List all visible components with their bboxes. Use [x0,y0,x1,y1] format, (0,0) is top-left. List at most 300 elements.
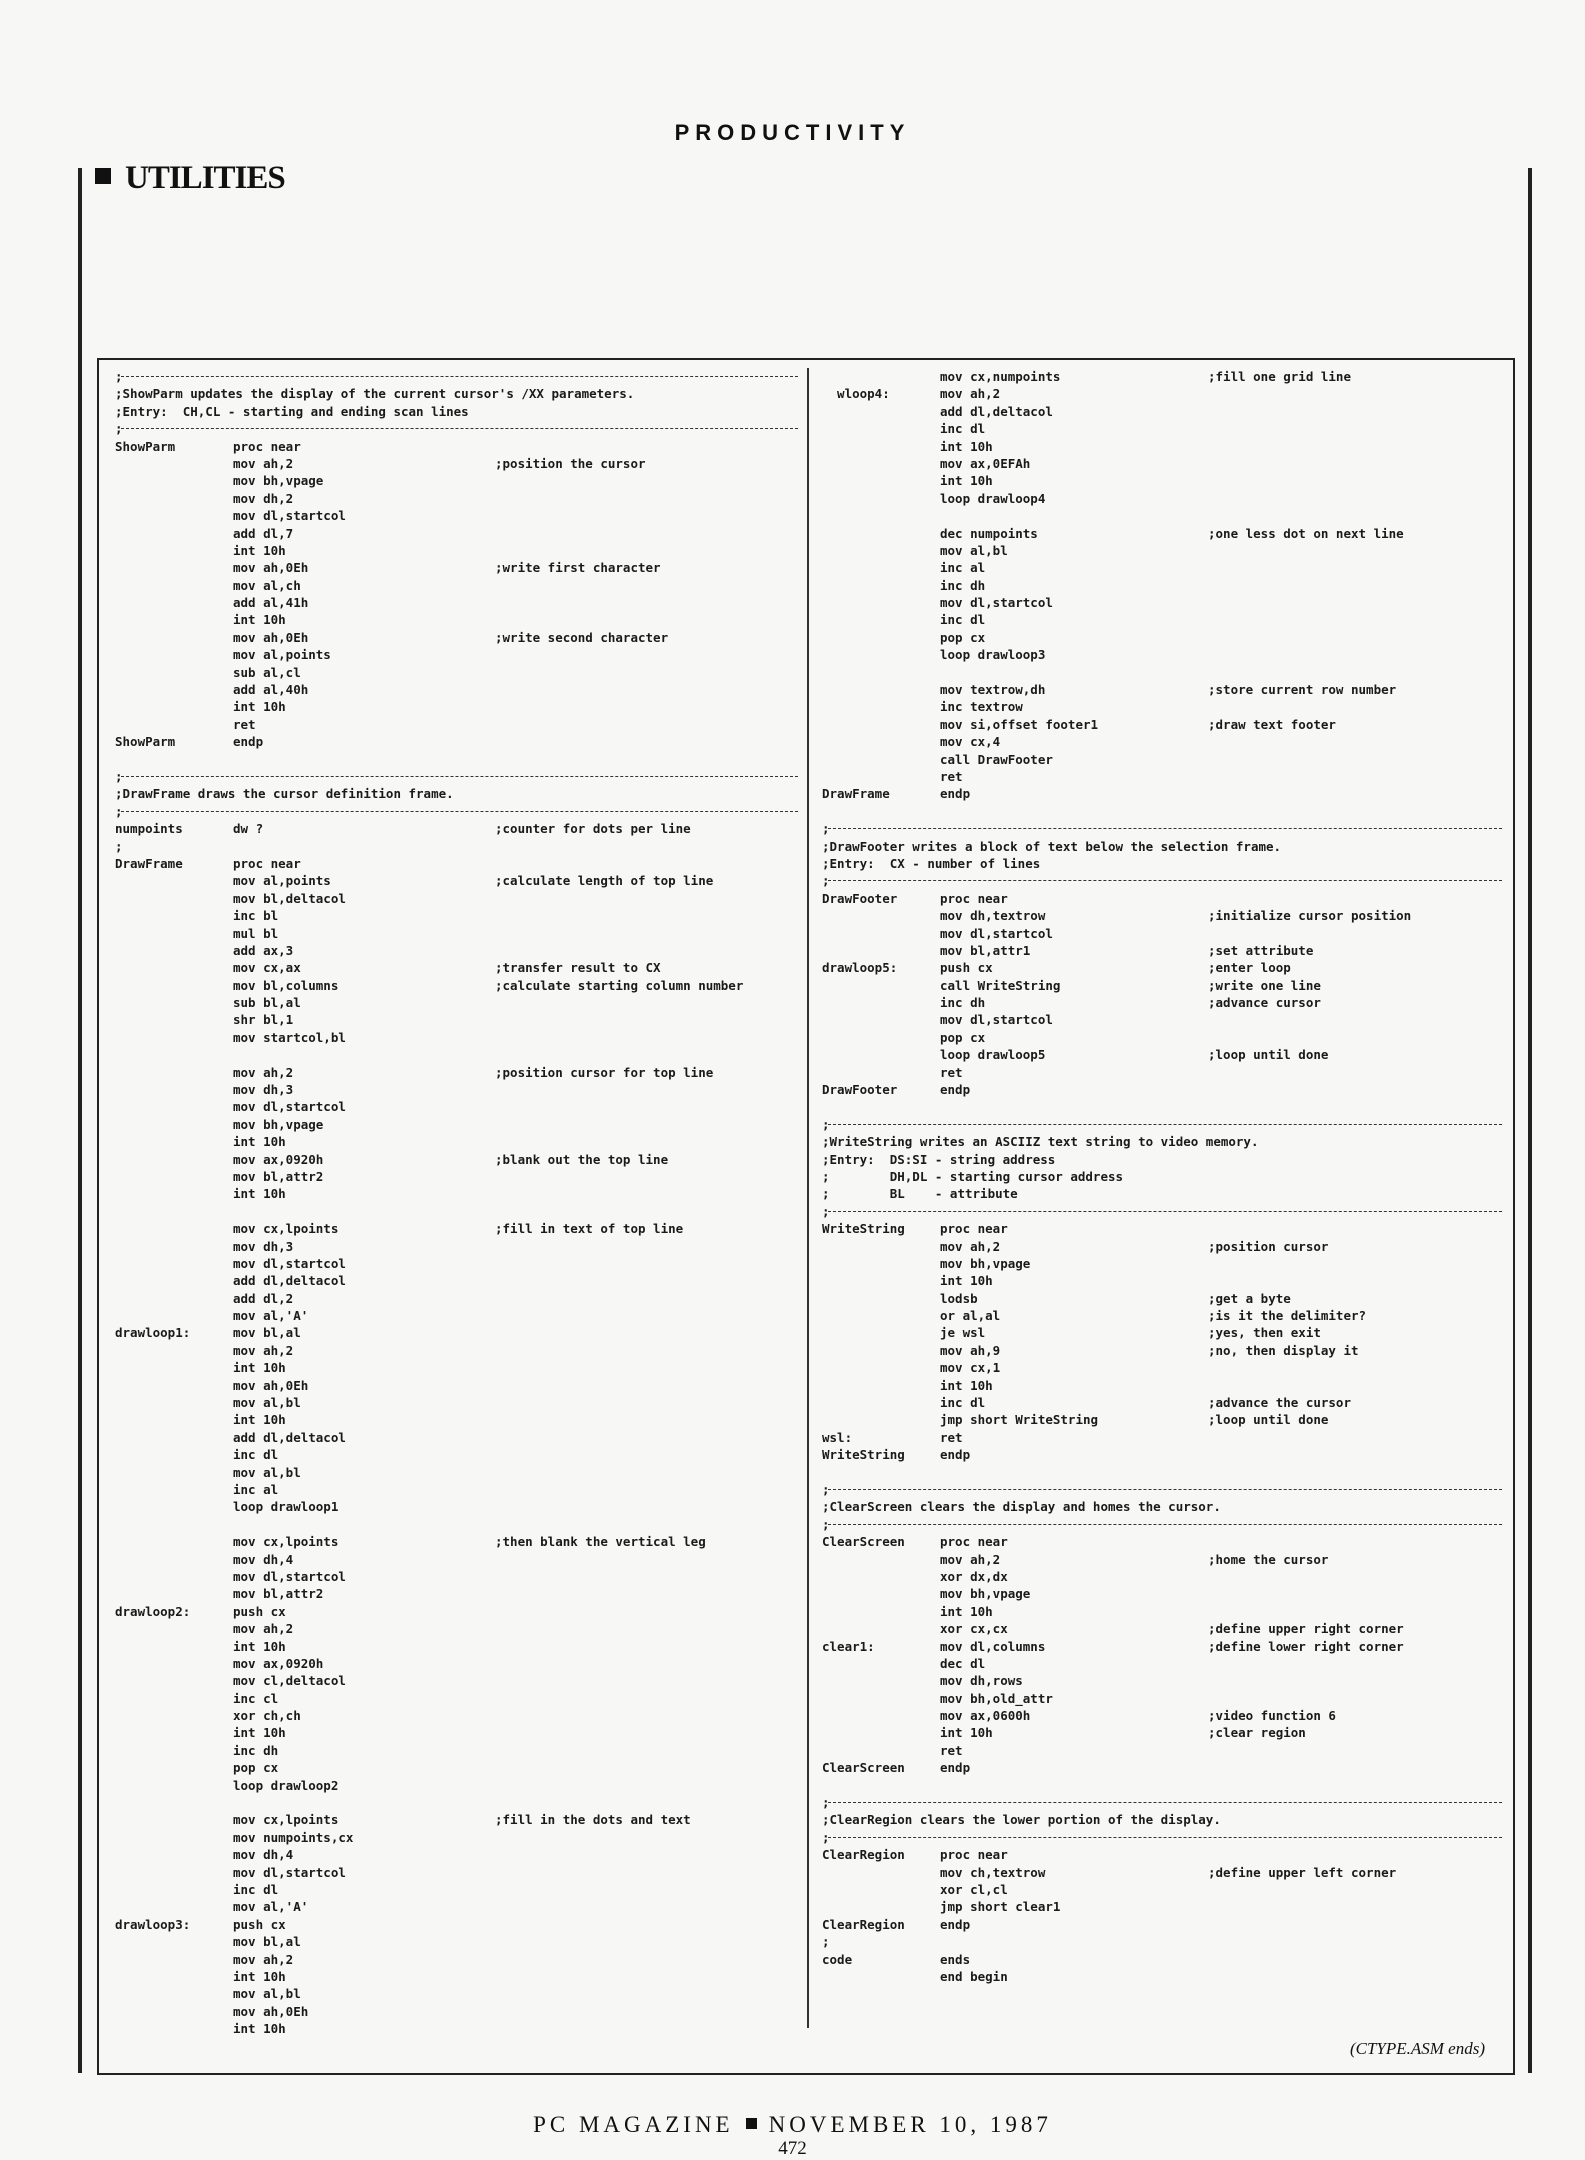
code-line [115,1377,798,1394]
code-line [115,698,798,715]
code-instruction: int 10h [940,1377,993,1393]
code-instruction: mov ah,2 [940,1238,1001,1254]
code-line [822,455,1502,472]
code-comment: ;advance the cursor [1208,1395,1351,1411]
code-label: wsl: [822,1429,853,1445]
code-instruction: mov dl,startcol [940,925,1053,941]
code-instruction: mov bh,vpage [233,1116,324,1132]
code-line [822,785,1502,802]
code-line [822,1081,1502,1098]
code-line [115,1029,798,1046]
code-instruction: end begin [940,1968,1008,1984]
code-line [822,1568,1502,1585]
bullet-square-icon [95,168,111,184]
code-comment: ;calculate length of top line [495,873,714,889]
blank-line [822,803,1502,820]
code-label: DrawFrame [822,786,890,802]
code-instruction: int 10h [233,1186,286,1202]
department-rule-right [1528,168,1532,2073]
code-line [115,594,798,611]
code-instruction: mov bl,deltacol [233,890,346,906]
code-line [822,1011,1502,1028]
code-instruction: mov al,points [233,647,331,663]
comment-line: ; BL - attribute [822,1186,1018,1202]
code-line [115,907,798,924]
code-instruction: inc dl [233,1447,279,1463]
code-line [822,1585,1502,1602]
code-line [115,872,798,889]
comment-rule: ; [822,1116,1502,1133]
code-line [115,611,798,628]
code-line [822,368,1502,385]
code-comment: ;blank out the top line [495,1151,669,1167]
code-comment: ;set attribute [1208,942,1314,958]
code-line [115,490,798,507]
code-line [115,1620,798,1637]
code-instruction: int 10h [233,1134,286,1150]
code-instruction: mov dl,startcol [940,1012,1053,1028]
blank-line [822,1098,1502,1115]
comment-rule: ; [115,768,798,785]
code-line [822,768,1502,785]
code-line [822,1759,1502,1776]
code-line [115,629,798,646]
code-label: ; [115,838,123,854]
code-line [822,1881,1502,1898]
code-line [115,1568,798,1585]
comment-line: ;WriteString writes an ASCIIZ text string to video memory. [822,1134,1259,1150]
code-line [115,716,798,733]
code-instruction: proc near [233,855,301,871]
code-instruction: int 10h [233,2021,286,2037]
section-header: PRODUCTIVITY [674,120,911,145]
code-line [115,733,798,750]
code-instruction: mov dh,rows [940,1673,1023,1689]
footer-bullet-icon [746,2118,757,2129]
code-line [822,490,1502,507]
listing-end-note: (CTYPE.ASM ends) [1349,2039,1485,2058]
code-instruction: xor cx,cx [940,1621,1008,1637]
code-line [822,420,1502,437]
code-instruction: mov cx,4 [940,734,1001,750]
code-instruction: int 10h [940,1603,993,1619]
code-line [822,1220,1502,1237]
code-line [115,1846,798,1863]
code-line [822,1272,1502,1289]
code-line [115,1655,798,1672]
code-instruction: endp [940,1916,971,1932]
code-comment: ;position the cursor [495,455,646,471]
comment-line: ;ClearScreen clears the display and homes the cursor. [822,1499,1221,1515]
code-comment: ;advance cursor [1208,995,1321,1011]
code-instruction: mov bl,attr2 [233,1168,324,1184]
code-line [822,751,1502,768]
code-instruction: ends [940,1951,971,1967]
code-comment: ;fill one grid line [1208,369,1351,384]
code-instruction: mov dh,2 [233,490,294,506]
code-instruction: int 10h [940,438,993,454]
code-instruction: int 10h [233,542,286,558]
code-instruction: lodsb [940,1290,978,1306]
code-line [822,1707,1502,1724]
code-line [822,1429,1502,1446]
code-instruction: add dl,deltacol [233,1429,346,1445]
code-line [822,1342,1502,1359]
code-instruction: mov ax,0920h [233,1655,324,1671]
code-instruction: endp [940,1447,971,1463]
code-instruction: loop drawloop3 [940,647,1046,663]
code-label: WriteString [822,1447,905,1463]
code-line [822,1724,1502,1741]
code-label: ClearScreen [822,1760,905,1776]
code-line [822,1742,1502,1759]
code-comment: ;loop until done [1208,1047,1329,1063]
code-comment: ;define upper left corner [1208,1864,1397,1880]
code-line [822,1603,1502,1620]
code-comment: ;fill in the dots and text [495,1812,691,1828]
code-line [115,977,798,994]
code-instruction: mov ah,0Eh [233,560,309,576]
code-instruction: or al,al [940,1308,1001,1324]
code-instruction: mov cx,lpoints [233,1221,339,1237]
code-line [115,925,798,942]
code-line [822,890,1502,907]
code-instruction: loop drawloop1 [233,1499,339,1515]
code-line [822,1655,1502,1672]
code-comment: ;video function 6 [1208,1708,1336,1724]
code-line [115,577,798,594]
code-line [822,1620,1502,1637]
code-line [115,1064,798,1081]
code-line [822,681,1502,698]
code-comment: ;fill in text of top line [495,1221,684,1237]
code-line [115,1220,798,1237]
code-line [822,1029,1502,1046]
code-line [822,1638,1502,1655]
code-comment: ;get a byte [1208,1290,1291,1306]
code-label: ShowParm [115,734,176,750]
code-instruction: ret [940,768,963,784]
code-line [115,438,798,455]
code-line [115,1916,798,1933]
code-line [115,559,798,576]
code-line [115,1429,798,1446]
code-instruction: int 10h [233,612,286,628]
code-label: ; [822,1934,830,1950]
code-line [822,1411,1502,1428]
code-line [115,1307,798,1324]
blank-line [822,1464,1502,1481]
code-line [115,1464,798,1481]
code-instruction: dw ? [233,821,264,837]
code-instruction: add dl,7 [233,525,294,541]
code-instruction: dec dl [940,1655,986,1671]
code-instruction: mov dh,4 [233,1551,294,1567]
code-instruction: dec numpoints [940,525,1038,541]
blank-line [115,1516,798,1533]
code-line [822,577,1502,594]
blank-line [822,664,1502,681]
code-instruction: mov ah,0Eh [233,629,309,645]
code-line [115,1829,798,1846]
code-line [115,1724,798,1741]
comment-rule: ; [822,872,1502,889]
code-instruction: int 10h [940,1725,993,1741]
code-instruction: mov dl,startcol [940,595,1053,611]
code-line [115,1811,798,1828]
code-line [115,1672,798,1689]
code-instruction: push cx [233,1916,286,1932]
code-instruction: add dl,deltacol [233,1273,346,1289]
code-line [822,542,1502,559]
code-instruction: jmp short clear1 [940,1899,1061,1915]
code-instruction: mov bl,attr2 [233,1586,324,1602]
code-line [115,1238,798,1255]
code-comment: ;define lower right corner [1208,1638,1404,1654]
code-instruction: mov cl,deltacol [233,1673,346,1689]
code-line [822,1864,1502,1881]
code-label: drawloop3: [115,1916,191,1932]
code-line [115,1864,798,1881]
code-instruction: mov ah,2 [233,1342,294,1358]
code-line [115,1759,798,1776]
listing-column-left [115,368,798,2038]
code-line [822,994,1502,1011]
code-instruction: endp [940,1760,971,1776]
code-label: wloop4: [822,386,890,402]
code-instruction: mov dl,startcol [233,1099,346,1115]
code-instruction: mov ah,9 [940,1342,1001,1358]
code-line [115,1290,798,1307]
code-line [115,890,798,907]
code-instruction: mov dl,startcol [233,1864,346,1880]
code-instruction: mov al,'A' [233,1899,309,1915]
code-instruction: mov startcol,bl [233,1029,346,1045]
code-line [115,959,798,976]
comment-rule: ; [822,1203,1502,1220]
comment-rule: ; [822,1516,1502,1533]
code-comment: ;transfer result to CX [495,960,661,976]
code-label: WriteString [822,1221,905,1237]
code-line [115,1098,798,1115]
comment-line: ;DrawFrame draws the cursor definition frame. [115,786,454,802]
code-instruction: shr bl,1 [233,1012,294,1028]
comment-line: ;Entry: DS:SI - string address [822,1151,1056,1167]
code-comment: ;write one line [1208,977,1321,993]
code-line [822,925,1502,942]
code-instruction: mov al,bl [940,542,1008,558]
code-instruction: mov bl,al [233,1325,301,1341]
code-comment: ;no, then display it [1208,1342,1359,1358]
code-line [115,1498,798,1515]
comment-rule: ; [822,1481,1502,1498]
code-instruction: mov dh,4 [233,1847,294,1863]
code-instruction: mov ax,0600h [940,1708,1031,1724]
code-comment: ;define upper right corner [1208,1621,1404,1637]
code-instruction: inc dh [940,995,986,1011]
code-line [822,733,1502,750]
code-line [115,1446,798,1463]
code-instruction: call WriteString [940,977,1061,993]
code-instruction: proc near [940,890,1008,906]
code-line [822,1916,1502,1933]
comment-line: ;Entry: CX - number of lines [822,855,1041,871]
code-line [115,994,798,1011]
code-instruction: mov ax,0920h [233,1151,324,1167]
code-line [115,1985,798,2002]
code-line [822,1968,1502,1985]
code-comment: ;loop until done [1208,1412,1329,1428]
code-listing-box [97,358,1515,2075]
code-instruction: proc near [940,1847,1008,1863]
code-instruction: mov dl,columns [940,1638,1046,1654]
code-line [822,1446,1502,1463]
comment-rule: ; [115,420,798,437]
code-instruction: mul bl [233,925,279,941]
code-line [115,1707,798,1724]
code-instruction: mov ch,textrow [940,1864,1046,1880]
code-instruction: mov ah,2 [940,1551,1001,1567]
code-instruction: push cx [233,1603,286,1619]
code-line [115,1081,798,1098]
code-instruction: mov al,'A' [233,1308,309,1324]
code-instruction: inc al [233,1482,279,1497]
code-instruction: mov al,bl [233,1395,301,1411]
code-instruction: mov dh,3 [233,1238,294,1254]
code-label: ClearRegion [822,1847,905,1863]
code-comment: ;position cursor for top line [495,1064,714,1080]
code-comment: ;calculate starting column number [495,977,744,993]
code-instruction: xor cl,cl [940,1881,1008,1897]
code-instruction: int 10h [233,1638,286,1654]
code-instruction: sub bl,al [233,995,301,1011]
code-line [822,1533,1502,1550]
code-instruction: inc cl [233,1690,279,1706]
code-instruction: pop cx [233,1760,279,1776]
code-instruction: mov bl,attr1 [940,942,1031,958]
code-line [822,959,1502,976]
code-instruction: loop drawloop2 [233,1777,339,1793]
code-instruction: inc dl [940,421,986,437]
code-instruction: mov al,points [233,873,331,889]
code-instruction: int 10h [233,1412,286,1428]
code-instruction: pop cx [940,1029,986,1045]
code-line [822,1898,1502,1915]
code-label: drawloop2: [115,1603,191,1619]
comment-rule: ; [822,820,1502,837]
code-line [115,855,798,872]
code-instruction: proc near [940,1221,1008,1237]
code-comment: ;initialize cursor position [1208,908,1412,924]
comment-rule: ; [822,1829,1502,1846]
code-line [822,1846,1502,1863]
comment-rule: ; [115,368,798,385]
code-label: ShowParm [115,438,176,454]
code-line [822,559,1502,576]
code-line [822,1064,1502,1081]
code-line [115,1603,798,1620]
code-line [115,942,798,959]
code-line [822,1951,1502,1968]
code-line [822,977,1502,994]
code-comment: ;enter loop [1208,960,1291,976]
blank-line [115,1203,798,1220]
column-divider [807,368,809,2028]
code-instruction: inc al [940,560,986,576]
code-instruction: mov numpoints,cx [233,1829,354,1845]
department-label: UTILITIES [125,160,285,196]
code-instruction: add dl,deltacol [940,403,1053,419]
code-line [115,525,798,542]
code-instruction: endp [940,786,971,802]
code-instruction: mov bh,vpage [940,1586,1031,1602]
code-instruction: inc dh [940,577,986,593]
code-line [822,629,1502,646]
code-instruction: mov al,bl [233,1986,301,2002]
comment-rule: ; [115,803,798,820]
code-comment: ;write first character [495,560,661,576]
code-label: DrawFooter [822,1082,898,1098]
code-line [115,1359,798,1376]
code-line [822,1238,1502,1255]
footer-date: NOVEMBER 10, 1987 [768,2112,1052,2137]
code-line [822,611,1502,628]
code-line [115,1185,798,1202]
code-instruction: mov bh,vpage [233,473,324,489]
code-comment: ;draw text footer [1208,716,1336,732]
code-instruction: int 10h [233,1360,286,1376]
code-line [822,1324,1502,1341]
code-instruction: add ax,3 [233,942,294,958]
code-instruction: mov cx,lpoints [233,1812,339,1828]
code-line [115,646,798,663]
code-line [115,1585,798,1602]
code-line [822,594,1502,611]
code-instruction: mov al,bl [233,1464,301,1480]
code-instruction: mov textrow,dh [940,682,1046,698]
code-instruction: int 10h [233,1968,286,1984]
code-comment: ;one less dot on next line [1208,525,1404,541]
code-instruction: mov ah,2 [233,455,294,471]
blank-line [115,1046,798,1063]
code-instruction: mov dl,startcol [233,1255,346,1271]
code-instruction: mov dh,textrow [940,908,1046,924]
code-line [115,542,798,559]
code-line [115,820,798,837]
code-line [822,1307,1502,1324]
code-line [115,1742,798,1759]
code-line [115,664,798,681]
code-comment: ;write second character [495,629,669,645]
code-label: ClearRegion [822,1916,905,1932]
code-line [115,1342,798,1359]
footer-magazine: PC MAGAZINE [533,2112,734,2137]
blank-line [822,1777,1502,1794]
code-line [115,1533,798,1550]
code-instruction: inc dl [940,612,986,628]
code-instruction: xor ch,ch [233,1708,301,1724]
code-line [822,1377,1502,1394]
code-instruction: mov ah,0Eh [233,1377,309,1393]
code-instruction: add dl,2 [233,1290,294,1306]
blank-line [115,1794,798,1811]
code-comment: ;clear region [1208,1725,1306,1741]
code-comment: ;store current row number [1208,682,1397,698]
code-line [115,507,798,524]
code-line [822,1394,1502,1411]
code-line [822,1551,1502,1568]
code-instruction: endp [940,1082,971,1098]
